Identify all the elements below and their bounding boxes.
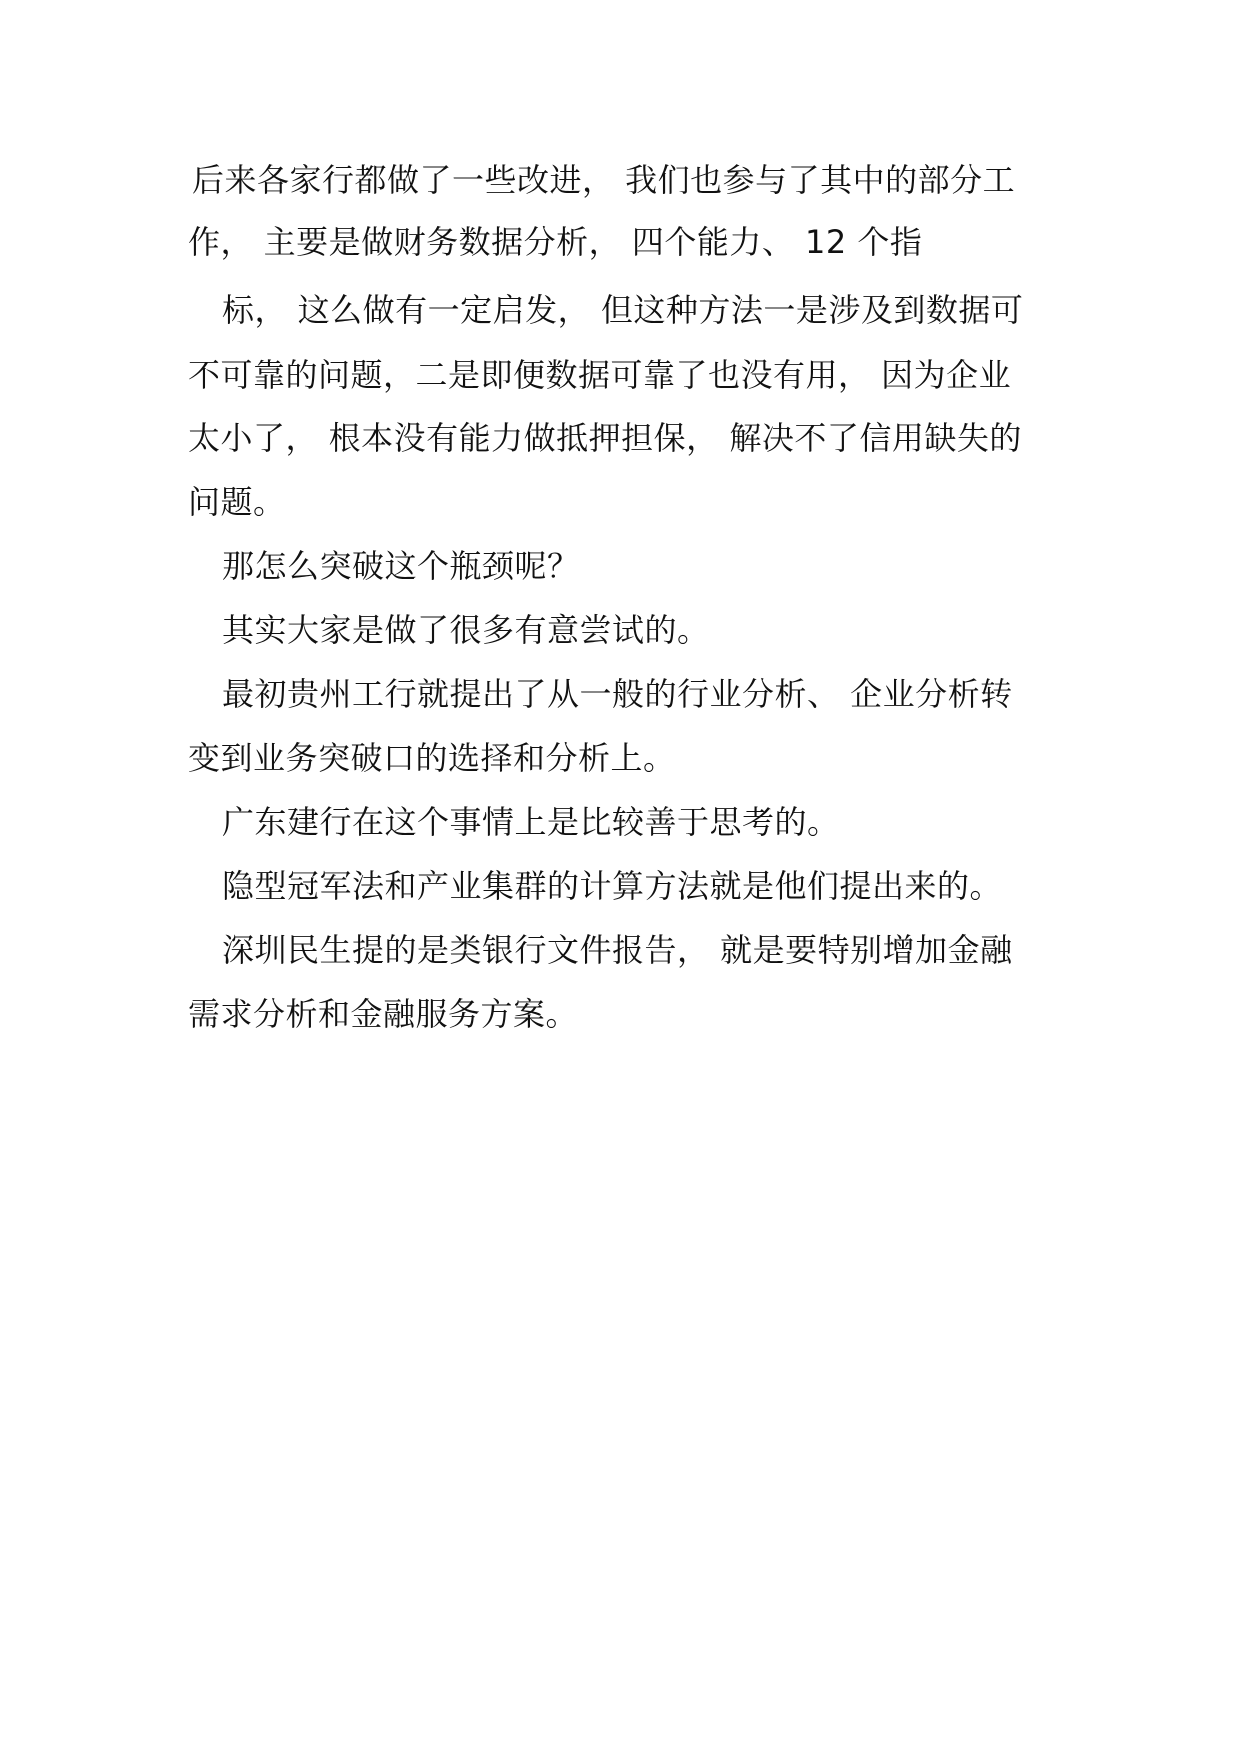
- text-line-7: 那怎么突破这个瓶颈呢？: [222, 547, 580, 585]
- text-line-13: 深圳民生提的是类银行文件报告， 就是要特别增加金融: [222, 931, 1013, 969]
- text-line-12: 隐型冠军法和产业集群的计算方法就是他们提出来的。: [222, 867, 1003, 905]
- text-line-2: 作， 主要是做财务数据分析， 四个能力、 12 个指: [188, 223, 923, 261]
- text-line-14: 需求分析和金融服务方案。: [188, 995, 579, 1033]
- text-line-4: 不可靠的问题，二是即便数据可靠了也没有用， 因为企业: [188, 356, 1012, 394]
- text-line-8: 其实大家是做了很多有意尝试的。: [222, 611, 710, 649]
- text-line-3: 标， 这么做有一定启发， 但这种方法一是涉及到数据可: [222, 291, 1024, 329]
- text-line-1: 后来各家行都做了一些改进， 我们也参与了其中的部分工: [192, 161, 1016, 199]
- text-line-10: 变到业务突破口的选择和分析上。: [188, 739, 676, 777]
- text-line-6: 问题。: [188, 483, 286, 521]
- text-line-9: 最初贵州工行就提出了从一般的行业分析、 企业分析转: [222, 675, 1013, 713]
- text-line-11: 广东建行在这个事情上是比较善于思考的。: [222, 803, 840, 841]
- text-line-5: 太小了， 根本没有能力做抵押担保， 解决不了信用缺失的: [188, 419, 1022, 457]
